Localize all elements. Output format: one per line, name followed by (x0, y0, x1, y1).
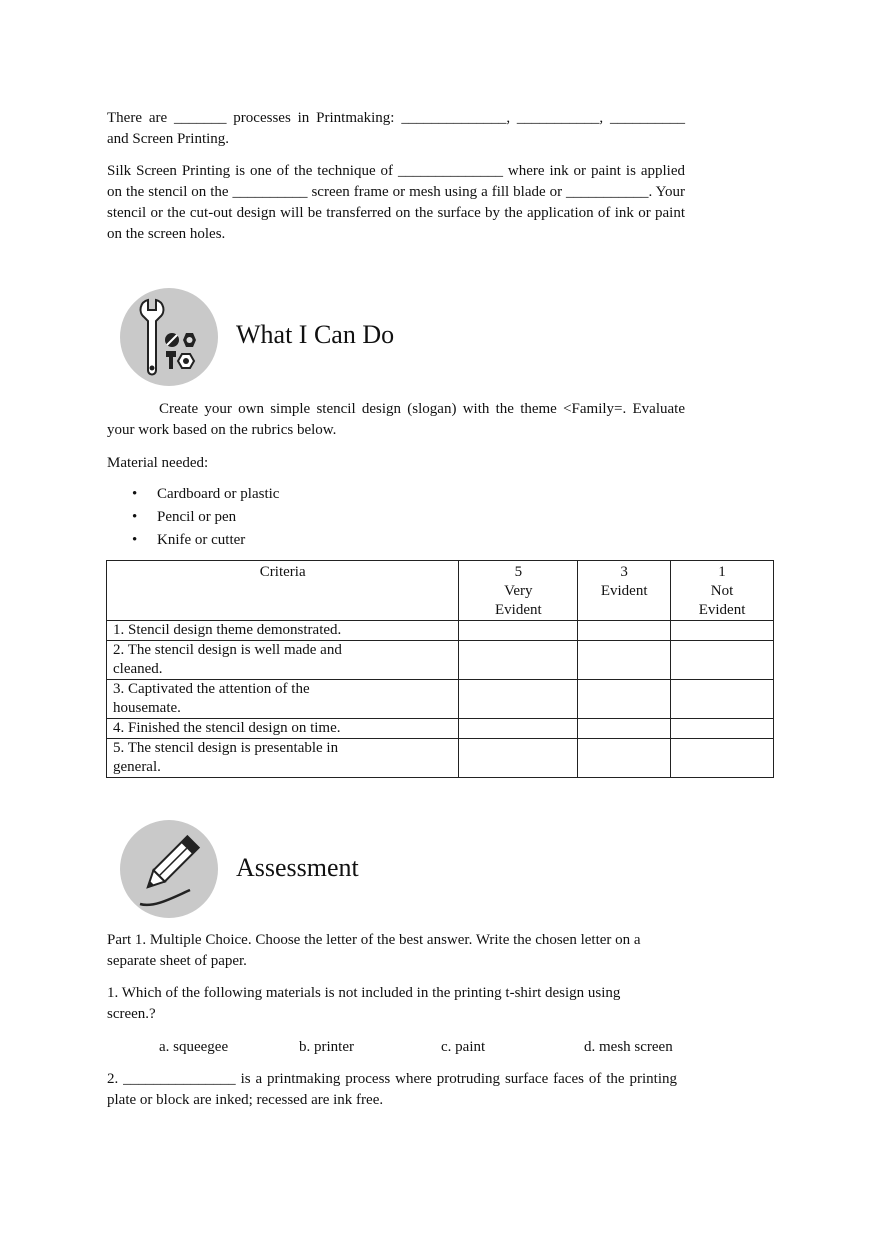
table-row (107, 641, 774, 680)
criteria-cell: 2. The stencil design is well made and cleaned. (107, 641, 459, 680)
materials-list (107, 484, 279, 553)
choice-b: b. printer (299, 1039, 354, 1055)
table-row (107, 739, 774, 778)
activity-instruction: Create your own simple stencil design (slogan) with the theme <Family=. Evaluate your work based on the rubrics below. (107, 401, 685, 438)
criteria-cell: 4. Finished the stencil design on time. (107, 719, 459, 739)
criteria-cell: 5. The stencil design is presentable in general. (107, 739, 459, 778)
header-score-5: 5 Very Evident (459, 561, 578, 621)
list-item: • Cardboard or plastic (107, 484, 279, 507)
part1-instructions: Part 1. Multiple Choice. Choose the letter of the best answer. Write the chosen letter on a separate sheet of paper. (107, 932, 641, 969)
question-1: 1. Which of the following materials is not included in the printing t-shirt design using screen.? (107, 985, 621, 1022)
list-item: • Knife or cutter (107, 530, 279, 553)
wrench-tools-icon (120, 288, 218, 386)
table-header-row (107, 561, 774, 621)
table-row (107, 680, 774, 719)
criteria-cell: 3. Captivated the attention of the housemate. (107, 680, 459, 719)
table-row (107, 621, 774, 641)
list-item: • Pencil or pen (107, 507, 279, 530)
assessment-heading: Assessment (236, 853, 359, 882)
materials-label: Material needed: (107, 455, 209, 471)
pencil-icon (120, 820, 218, 918)
question-2: 2. _______________ is a printmaking process where protruding surface faces of the printing plate or block are inked; recessed are ink free. (107, 1071, 677, 1108)
what-i-can-do-heading: What I Can Do (236, 320, 395, 349)
question-1-choices (0, 1037, 880, 1059)
intro-paragraph-1: There are _______ processes in Printmaking: ______________, ___________, __________ and Screen Printing. (107, 110, 685, 147)
choice-c: c. paint (441, 1039, 486, 1055)
table-row (107, 719, 774, 739)
header-score-3: 3 Evident (578, 561, 671, 621)
header-score-1: 1 Not Evident (671, 561, 774, 621)
rubric-table (106, 560, 774, 778)
intro-paragraph-2: Silk Screen Printing is one of the technique of ______________ where ink or paint is applied on the stencil on the __________ screen frame or mesh using a fill blade or ___________. Your stencil or the cut-out design will be transferred on the surface by the application of ink or paint on the screen holes. (107, 163, 685, 242)
choice-a: a. squeegee (159, 1039, 229, 1055)
choice-d: d. mesh screen (584, 1039, 673, 1055)
header-criteria: Criteria (107, 561, 459, 621)
criteria-cell: 1. Stencil design theme demonstrated. (107, 621, 459, 641)
